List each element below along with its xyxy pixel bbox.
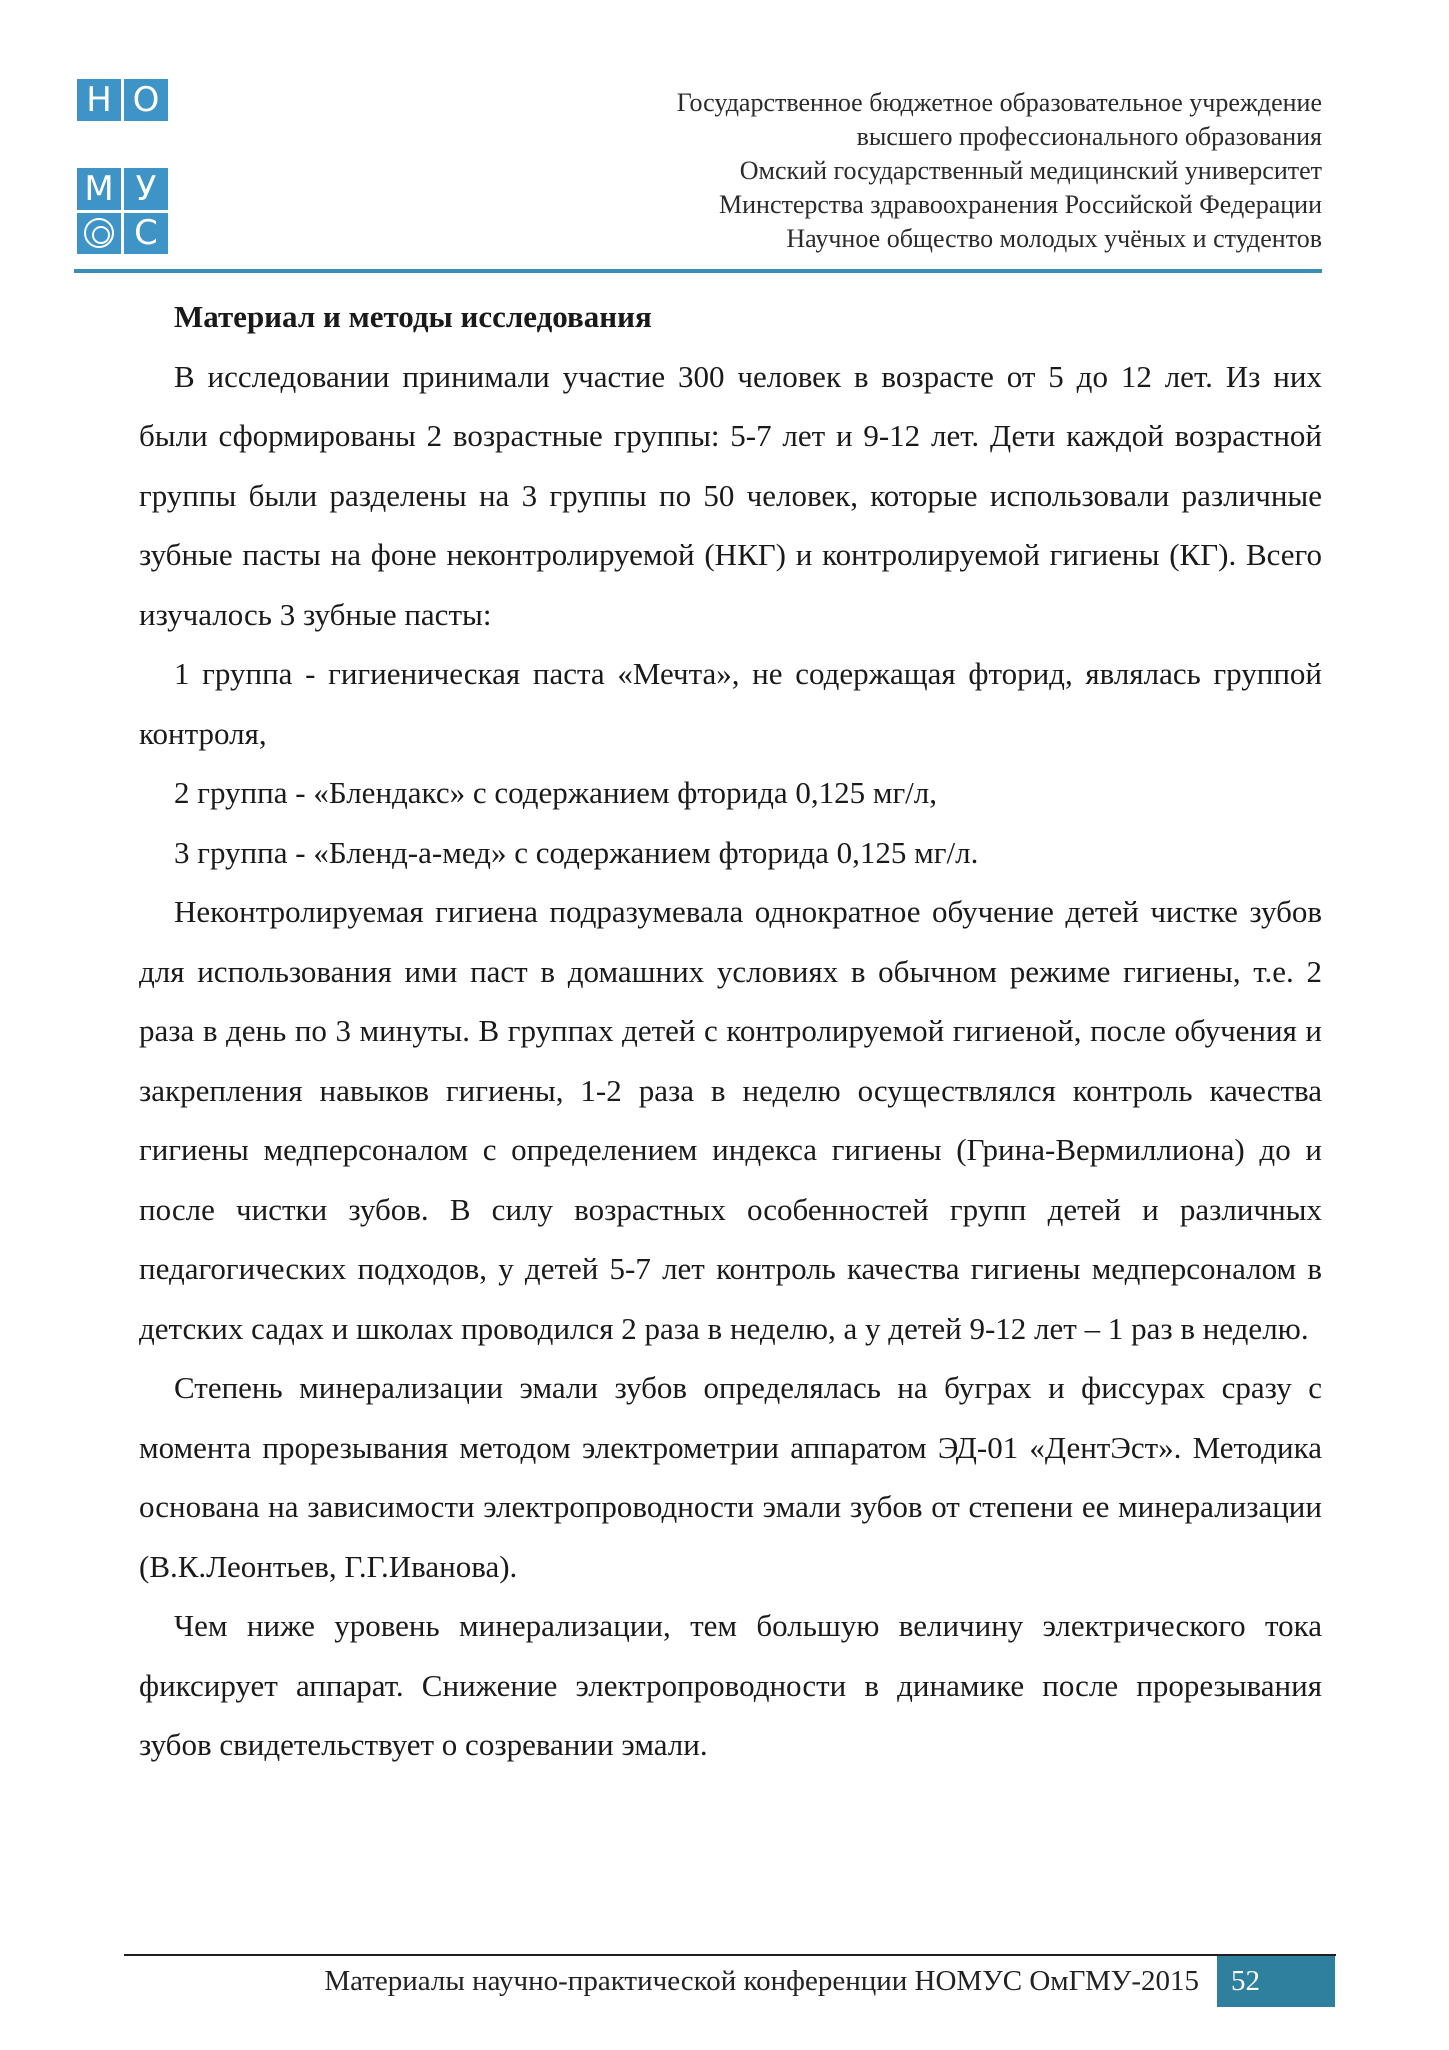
page-number: 52	[1217, 1956, 1335, 2007]
paragraph: Степень минерализации эмали зубов определялась на буграх и фиссурах сразу с момента прорезывания методом электрометрии аппаратом ЭД-01 «ДентЭст». Методика основана на зависимости электропроводности эмали зубов от степени ее минерализации (В.К.Леонтьев, Г.Г.Иванова).	[139, 1370, 1322, 1584]
footer-conference-title: Материалы научно-практической конференции НОМУС ОмГМУ-2015	[324, 1965, 1199, 1997]
paragraph: Чем ниже уровень минерализации, тем большую величину электрического тока фиксирует аппарат. Снижение электропроводности в динамике после прорезывания зубов свидетельствует о созревании эмали.	[139, 1608, 1322, 1762]
logo-letter-u: У	[124, 168, 168, 210]
header-divider	[74, 269, 1322, 273]
header-line: Научное общество молодых учёных и студентов	[786, 224, 1322, 253]
logo-letter-s: С	[124, 213, 168, 255]
header-line: Государственное бюджетное образовательное учреждение	[676, 88, 1322, 117]
paragraph: 2 группа - «Блендакс» с содержанием фторида 0,125 мг/л,	[174, 775, 938, 810]
page-body	[139, 287, 1322, 1775]
paragraph: 3 группа - «Бленд-а-мед» с содержанием фторида 0,125 мг/л.	[174, 834, 979, 870]
nomus-logo	[77, 79, 168, 254]
logo-letter-m: М	[77, 168, 121, 210]
paragraph: 1 группа - гигиеническая паста «Мечта», не содержащая фторид, являлась группой контроля,	[139, 656, 1322, 751]
logo-spacer	[124, 124, 168, 166]
logo-letter-n: Н	[77, 79, 121, 121]
university-emblem-icon	[77, 213, 121, 255]
institution-header	[422, 86, 1322, 256]
header-line: Минстерства здравоохранения Российской Федерации	[719, 190, 1322, 219]
paragraph: В исследовании принимали участие 300 человек в возрасте от 5 до 12 лет. Из них были сформированы 2 возрастные группы: 5-7 лет и 9-12 лет. Дети каждой возрастной группы были разделены на 3 группы по 50 человек, которые использовали различные зубные пасты на фоне неконтролируемой (НКГ) и контролируемой гигиены (КГ). Всего изучалось 3 зубные пасты:	[139, 358, 1322, 632]
footer-divider	[124, 1954, 1336, 1956]
header-line: высшего профессионального образования	[856, 122, 1322, 151]
logo-letter-o: О	[124, 79, 168, 121]
header-line: Омский государственный медицинский университет	[739, 156, 1322, 185]
logo-spacer	[77, 124, 121, 166]
paragraph: Неконтролируемая гигиена подразумевала однократное обучение детей чистке зубов для использования ими паст в домашних условиях в обычном режиме гигиены, т.е. 2 раза в день по 3 минуты. В группах детей с контролируемой гигиеной, после обучения и закрепления навыков гигиены, 1-2 раза в неделю осуществлялся контроль качества гигиены медперсоналом с определением индекса гигиены (Грина-Вермиллиона) до и после чистки зубов. В силу возрастных особенностей групп детей и различных педагогических подходов, у детей 5-7 лет контроль качества гигиены медперсоналом в детских садах и школах проводился 2 раза в неделю, а у детей 9-12 лет – 1 раз в неделю.	[139, 894, 1322, 1346]
section-heading: Материал и методы исследования	[174, 299, 652, 334]
